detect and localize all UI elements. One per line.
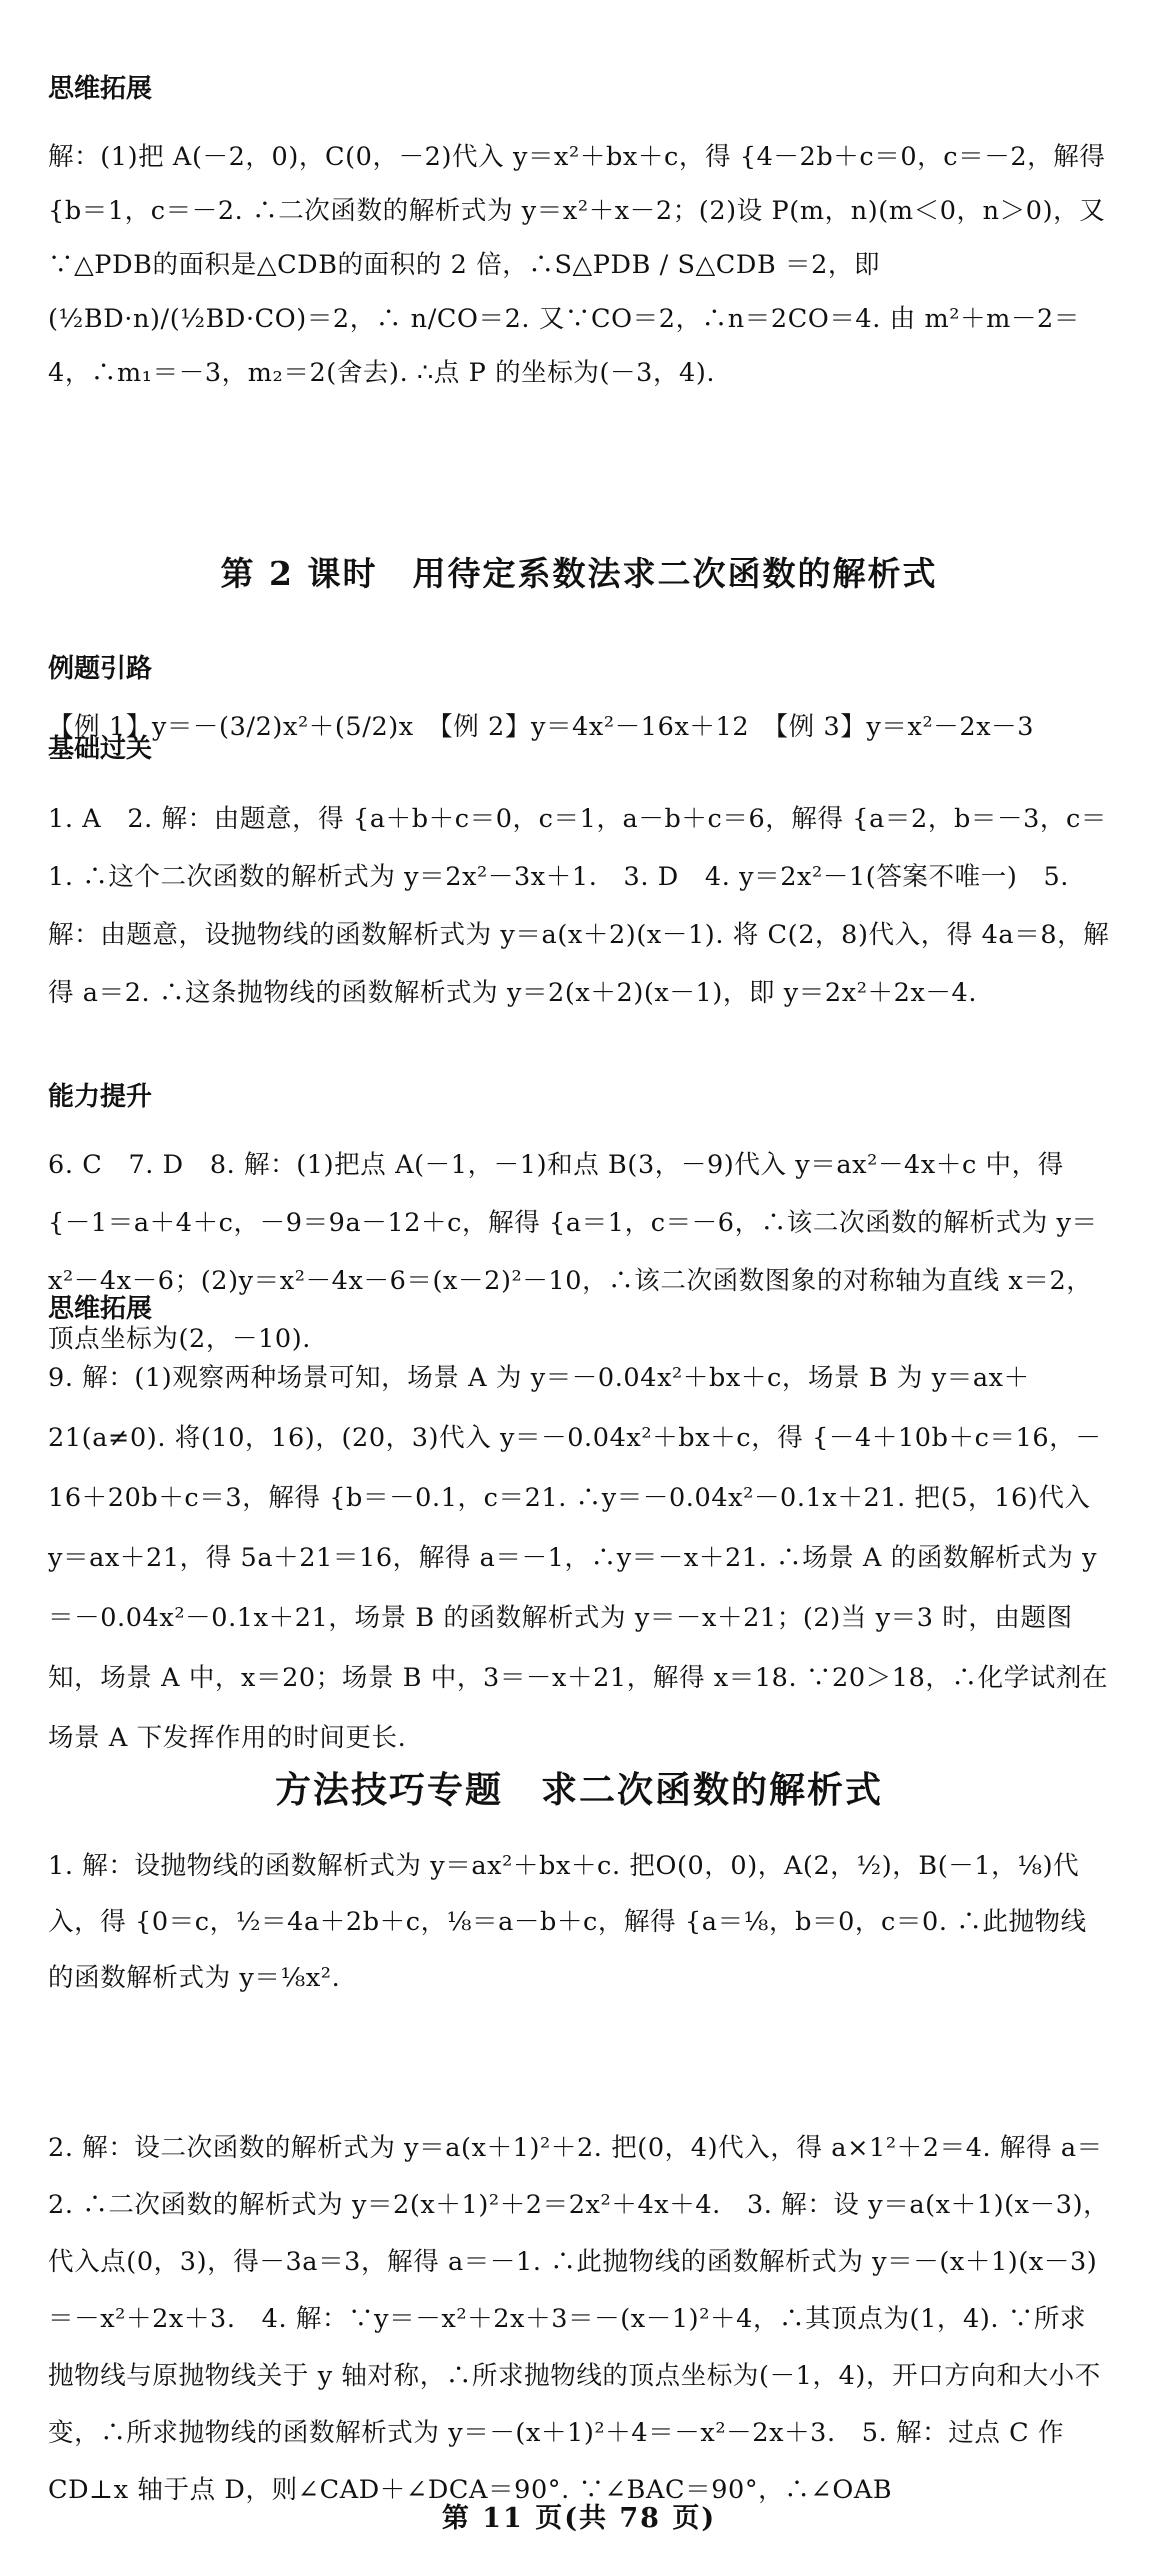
question-11-answer: 解：(1)把 A(－2，0)，C(0，－2)代入 y＝x²＋bx＋c，得 {4－2b＋c＝0，c＝－2，解得 {b＝1，c＝－2. ∴二次函数的解析式为 y＝x²＋x－2；(2)设 P(m，n)(m＜0，n＞0)，又∵△PDB的面积是△CDB的面积的 2 倍，∴S△PDB / S△CDB ＝2，即 (½BD·n)/(½BD·CO)＝2，∴ n/CO＝2. 又∵CO＝2，∴n＝2CO＝4. 由 m²＋m－2＝4，∴m₁＝－3，m₂＝2(舍去). ∴点 P 的坐标为(－3，4). <box>48 142 1106 388</box>
lesson-title: 第 2 课时 用待定系数法求二次函数的解析式 <box>220 554 938 593</box>
section-heading-examples: 例题引路 <box>48 654 153 684</box>
method-answers-1: 1. 解：设抛物线的函数解析式为 y＝ax²＋bx＋c. 把O(0，0)，A(2，½)，B(－1，⅛)代入，得 {0＝c，½＝4a＋2b＋c，⅛＝a－b＋c，解得 {a＝⅛，b＝0，c＝0. ∴此抛物线的函数解析式为 y＝⅛x². <box>48 1851 1087 1993</box>
page-footer: 第 11 页(共 78 页) <box>441 2503 717 2534</box>
ability-answers: 6. C 7. D 8. 解：(1)把点 A(－1，－1)和点 B(3，－9)代入 y＝ax²－4x＋c 中，得 {－1＝a＋4＋c，－9＝9a－12＋c，解得 {a＝1，c＝－6，∴该二次函数的解析式为 y＝x²－4x－6；(2)y＝x²－4x－6＝(x－2)²－10，∴该二次函数图象的对称轴为直线 x＝2，顶点坐标为(2，－10). <box>48 1150 1098 1354</box>
section-heading-extend-2: 思维拓展 <box>48 1294 153 1324</box>
basic-answers: 1. A 2. 解：由题意，得 {a＋b＋c＝0，c＝1，a－b＋c＝6，解得 {a＝2，b＝－3，c＝1. ∴这个二次函数的解析式为 y＝2x²－3x＋1. 3. D 4. y＝2x²－1(答案不唯一) 5. 解：由题意，设抛物线的函数解析式为 y＝a(x＋2)(x－1). 将 C(2，8)代入，得 4a＝8，解得 a＝2. ∴这条抛物线的函数解析式为 y＝2(x＋2)(x－1)，即 y＝2x²＋2x－4. <box>48 804 1110 1008</box>
question-9-answer: 9. 解：(1)观察两种场景可知，场景 A 为 y＝－0.04x²＋bx＋c，场景 B 为 y＝ax＋21(a≠0). 将(10，16)，(20，3)代入 y＝－0.04x²＋bx＋c，得 {－4＋10b＋c＝16，－16＋20b＋c＝3，解得 {b＝－0.1，c＝21. ∴y＝－0.04x²－0.1x＋21. 把(5，16)代入 y＝ax＋21，得 5a＋21＝16，解得 a＝－1，∴y＝－x＋21. ∴场景 A 的函数解析式为 y＝－0.04x²－0.1x＋21，场景 B 的函数解析式为 y＝－x＋21；(2)当 y＝3 时，由题图知，场景 A 中，x＝20；场景 B 中，3＝－x＋21，解得 x＝18. ∵20＞18，∴化学试剂在场景 A 下发挥作用的时间更长. <box>48 1363 1109 1753</box>
topic-title: 方法技巧专题 求二次函数的解析式 <box>274 1769 883 1811</box>
section-heading-basic: 基础过关 <box>48 734 153 764</box>
section-heading-extend: 思维拓展 <box>48 74 153 104</box>
method-answers-2: 2. 解：设二次函数的解析式为 y＝a(x＋1)²＋2. 把(0，4)代入，得 a×1²＋2＝4. 解得 a＝2. ∴二次函数的解析式为 y＝2(x＋1)²＋2＝2x²＋4x＋4. 3. 解：设 y＝a(x＋1)(x－3)，代入点(0，3)，得－3a＝3，解得 a＝－1. ∴此抛物线的函数解析式为 y＝－(x＋1)(x－3)＝－x²＋2x＋3. 4. 解：∵y＝－x²＋2x＋3＝－(x－1)²＋4，∴其顶点为(1，4). ∵所求抛物线与原抛物线关于 y 轴对称，∴所求抛物线的顶点坐标为(－1，4)，开口方向和大小不变，∴所求抛物线的函数解析式为 y＝－(x＋1)²＋4＝－x²－2x＋3. 5. 解：过点 C 作 CD⊥x 轴于点 D，则∠CAD＋∠DCA＝90°. ∵∠BAC＝90°，∴∠OAB <box>48 2133 1110 2505</box>
examples-answers: 【例 1】y＝－(3/2)x²＋(5/2)x 【例 2】y＝4x²－16x＋12 【例 3】y＝x²－2x－3 <box>48 712 1035 742</box>
section-heading-ability: 能力提升 <box>48 1082 153 1112</box>
